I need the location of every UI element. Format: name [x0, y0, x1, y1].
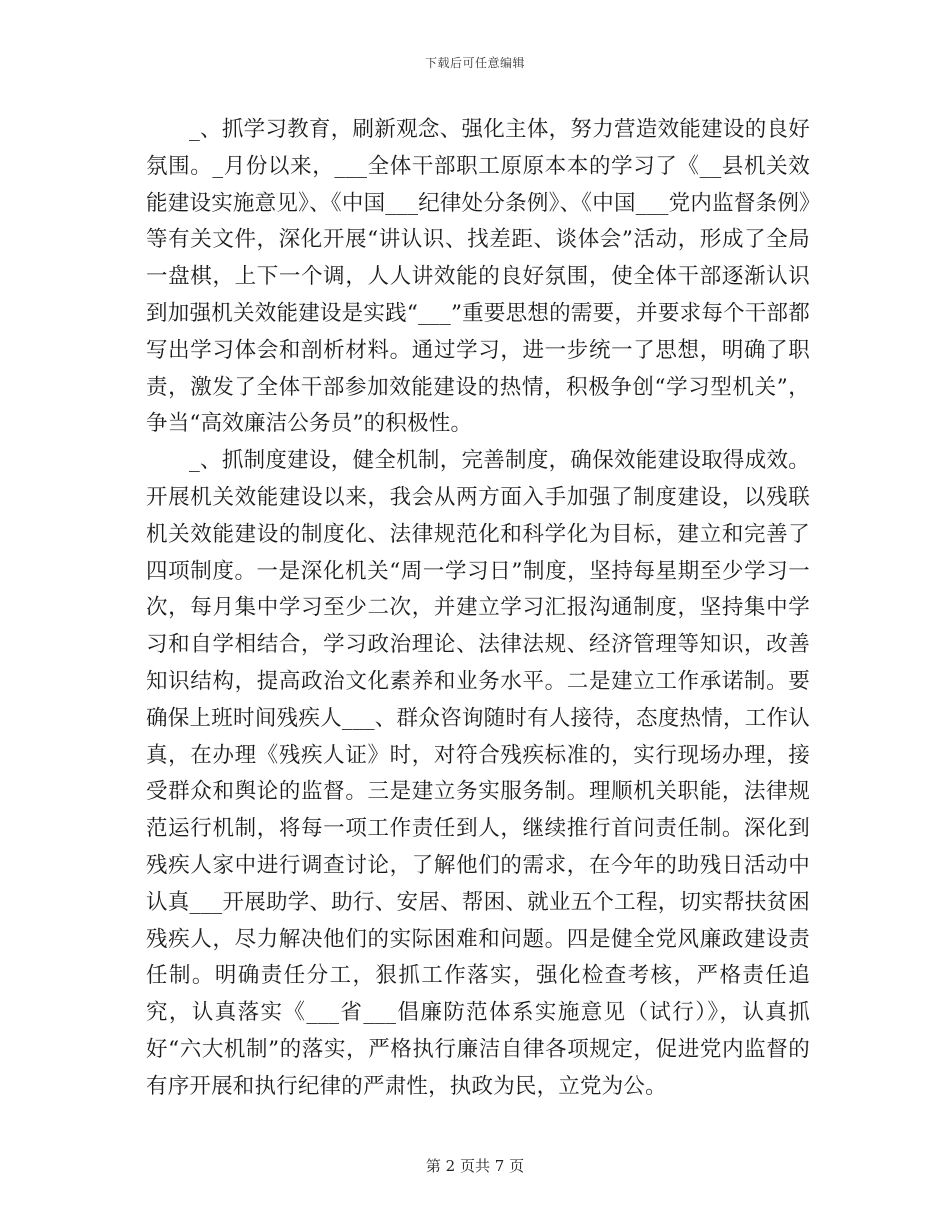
page-number: 第 2 页共 7 页	[425, 1157, 525, 1175]
document-body	[146, 112, 810, 1106]
paragraph-system-building: _、抓制度建设，健全机制，完善制度，确保效能建设取得成效。开展机关效能建设以来，我会从两方面入手加强了制度建设，以残联机关效能建设的制度化、法律规范化和科学化为目标，建立和完善了四项制度。一是深化机关“周一学习日”制度，坚持每星期至少学习一次，每月集中学习至少二次，并建立学习汇报沟通制度，坚持集中学习和自学相结合，学习政治理论、法律法规、经济管理等知识，改善知识结构，提高政治文化素养和业务水平。二是建立工作承诺制。要确保上班时间残疾人___、群众咨询随时有人接待，态度热情，工作认真，在办理《残疾人证》时，对符合残疾标准的，实行现场办理，接受群众和舆论的监督。三是建立务实服务制。理顺机关职能，法律规范运行机制，将每一项工作责任到人，继续推行首问责任制。深化到残疾人家中进行调查讨论，了解他们的需求，在今年的助残日活动中认真___开展助学、助行、安居、帮困、就业五个工程，切实帮扶贫困残疾人，尽力解决他们的实际困难和问题。四是健全党风廉政建设责任制。明确责任分工，狠抓工作落实，强化检查考核，严格责任追究，认真落实《___省___倡廉防范体系实施意见（试行）》，认真抓好“六大机制”的落实，严格执行廉洁自律各项规定，促进党内监督的有序开展和执行纪律的严肃性，执政为民，立党为公。	[146, 448, 810, 1099]
page-header: 下载后可任意编辑	[424, 56, 525, 70]
paragraph-study-education: _、抓学习教育，刷新观念、强化主体，努力营造效能建设的良好氛围。_月份以来，___全体干部职工原原本本的学习了《__县机关效能建设实施意见》、《中国___纪律处分条例》、《中国___党内监督条例》等有关文件，深化开展“讲认识、找差距、谈体会”活动，形成了全局一盘棋，上下一个调，人人讲效能的良好氛围，使全体干部逐渐认识到加强机关效能建设是实践“___”重要思想的需要，并要求每个干部都写出学习体会和剖析材料。通过学习，进一步统一了思想，明确了职责，激发了全体干部参加效能建设的热情，积极争创“学习型机关”，争当“高效廉洁公务员”的积极性。	[146, 117, 810, 437]
